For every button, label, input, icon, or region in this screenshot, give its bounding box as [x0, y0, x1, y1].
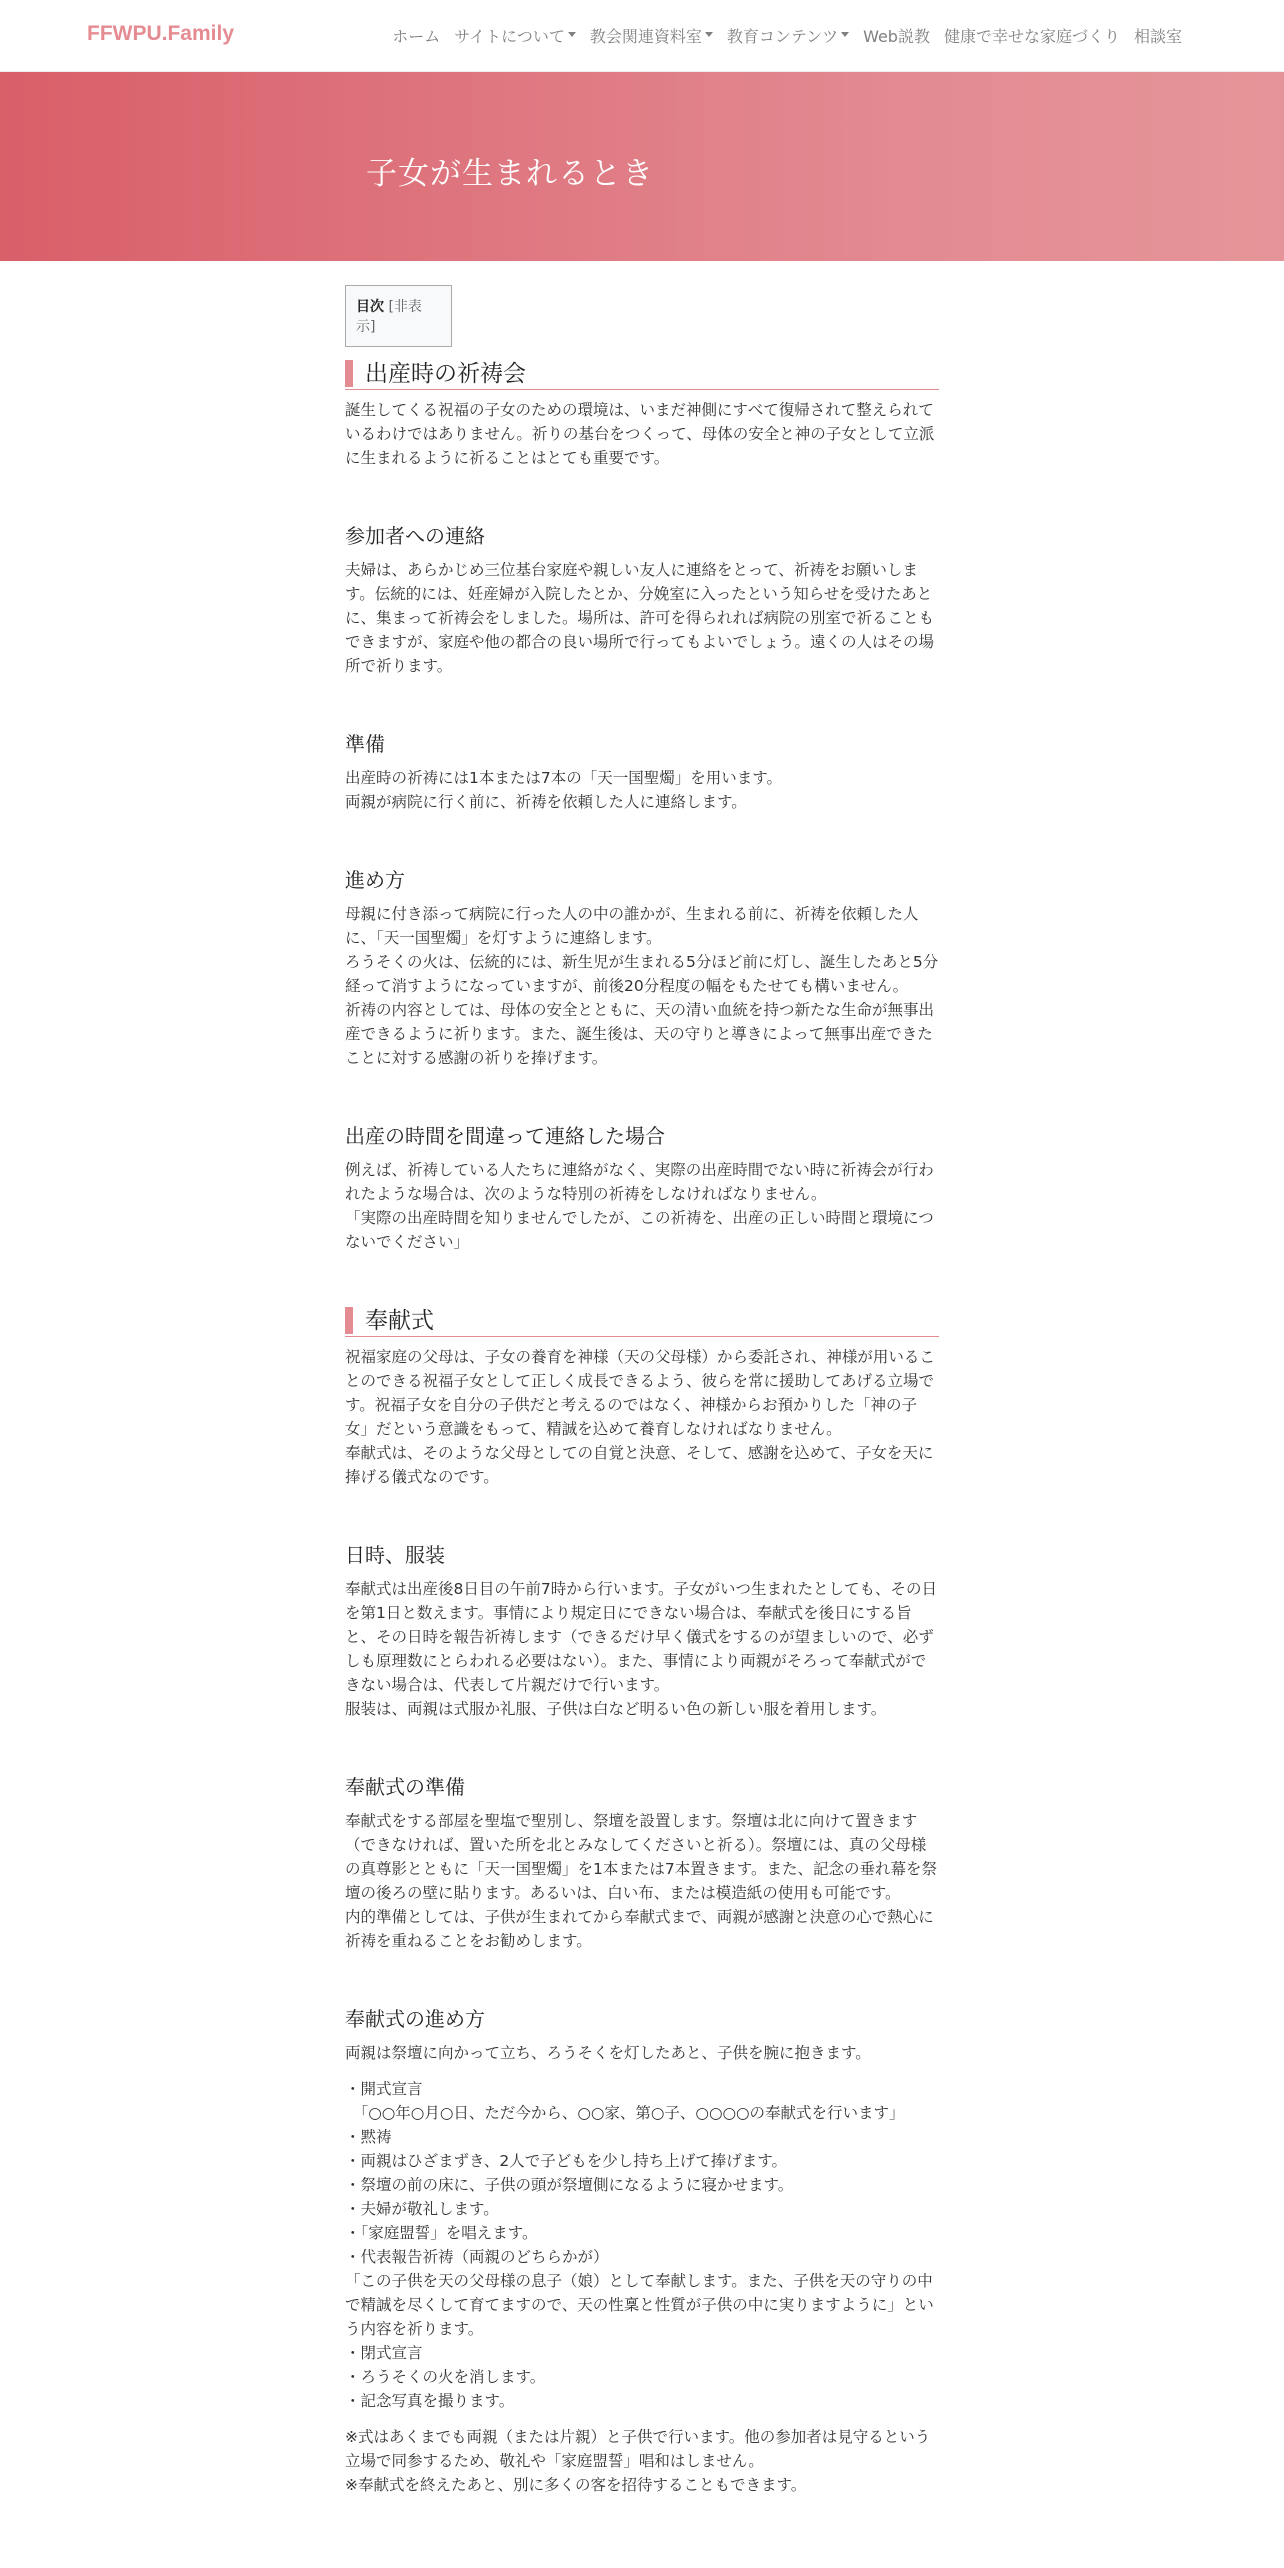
- section-heading: 奉献式: [345, 1306, 939, 1337]
- paragraph: 両親は祭壇に向かって立ち、ろうそくを灯したあと、子供を腕に抱きます。: [345, 2044, 871, 2062]
- nav-church-materials-dropdown[interactable]: [583, 24, 720, 47]
- text-line: 両親が病院に行く前に、祈祷を依頼した人に連絡します。: [345, 793, 747, 811]
- ceremony-steps-list: [345, 2077, 939, 2413]
- page-title: 子女が生まれるとき: [366, 156, 654, 192]
- section-dedication-prep: [345, 1773, 939, 1953]
- nav-web-sermon-label: Web説教: [863, 27, 930, 46]
- section-dedication-steps: [345, 2005, 939, 2497]
- subsection-heading: 奉献式の進め方: [345, 2007, 485, 2031]
- nav-healthy-family[interactable]: [937, 24, 1127, 47]
- subsection-heading: 準備: [345, 732, 385, 756]
- list-item: ・祭壇の前の床に、子供の頭が祭壇側になるように寝かせます。: [345, 2176, 794, 2194]
- paragraph: 祝福家庭の父母は、子女の養育を神様（天の父母様）から委託され、神様が用いることのできる祝福子女として正しく成長できるよう、彼らを常に援助してあげる立場です。祝福子女を自分の子供だと考えるのではなく、神様からお預かりした「神の子女」だという意識をもって、精誠を込めて養育しなければなりません。: [345, 1348, 935, 1438]
- caret-down-icon: [568, 32, 576, 37]
- paragraph: 誕生してくる祝福の子女のための環境は、いまだ神側にすべて復帰されて整えられているわけではありません。祈りの基台をつくって、母体の安全と神の子女として立派に生まれるように祈ることはとても重要です。: [345, 401, 935, 467]
- list-item: ・黙祷: [345, 2128, 392, 2146]
- nav-home-label: ホーム: [392, 27, 441, 46]
- section-wrong-time: [345, 1122, 939, 1254]
- article-content: [345, 285, 939, 2497]
- nav-about-label: サイトについて: [454, 27, 565, 46]
- subsection-heading: 日時、服装: [345, 1543, 445, 1567]
- list-item: ・夫婦が敬礼します。: [345, 2200, 499, 2218]
- list-item: ・ろうそくの火を消します。: [345, 2368, 546, 2386]
- nav-healthy-family-label: 健康で幸せな家庭づくり: [943, 27, 1120, 46]
- nav-church-materials-label: 教会関連資料室: [589, 27, 702, 46]
- list-item: ・閉式宣言: [345, 2344, 423, 2362]
- list-item: 「○○年○月○日、ただ今から、○○家、第○子、○○○○の奉献式を行います」: [345, 2104, 905, 2122]
- subsection-heading: 出産の時間を間違って連絡した場合: [345, 1124, 665, 1148]
- subsection-heading: 奉献式の準備: [345, 1775, 465, 1799]
- paragraph: 奉献式をする部屋を聖塩で聖別し、祭壇を設置します。祭壇は北に向けて置きます（できなければ、置いた所を北とみなしてくださいと祈る）。祭壇には、真の父母様の真尊影とともに「天一国聖燭」を1本または7本置きます。また、記念の垂れ幕を祭壇の後ろの壁に貼ります。あるいは、白い布、または模造紙の使用も可能です。: [345, 1812, 937, 1902]
- paragraph: 母親に付き添って病院に行った人の中の誰かが、生まれる前に、祈祷を依頼した人に、「天一国聖燭」を灯すように連絡します。: [345, 905, 919, 947]
- nav-education-label: 教育コンテンツ: [726, 27, 839, 46]
- section-date-attire: [345, 1541, 939, 1721]
- section-heading: 出産時の祈祷会: [345, 359, 939, 390]
- page-hero: [0, 72, 1284, 261]
- section-procedure: [345, 866, 939, 1070]
- paragraph: 夫婦は、あらかじめ三位基台家庭や親しい友人に連絡をとって、祈祷をお願いします。伝統的には、妊産婦が入院したとか、分娩室に入ったという知らせを受けたあとに、集まって祈祷会をしました。場所は、許可を得られれば病院の別室で祈ることもできますが、家庭や他の都合の良い場所で行ってもよいでしょう。遠くの人はその場所で祈ります。: [345, 561, 935, 675]
- nav-consultation-label: 相談室: [1133, 27, 1182, 46]
- paragraph: 例えば、祈祷している人たちに連絡がなく、実際の出産時間でない時に祈祷会が行われたような場合は、次のような特別の祈祷をしなければなりません。: [345, 1161, 934, 1203]
- nav-consultation[interactable]: [1127, 24, 1189, 47]
- list-item: ・記念写真を撮ります。: [345, 2392, 515, 2410]
- list-item: 「この子供を天の父母様の息子（娘）として奉献します。また、子供を天の守りの中で精誠を尽くして育てますので、天の性稟と性質が子供の中に実りますように」という内容を祈ります。: [345, 2272, 934, 2338]
- note: ※奉献式を終えたあと、別に多くの客を招待することもできます。: [345, 2476, 807, 2494]
- list-item: ・「家庭盟誓」を唱えます。: [345, 2224, 538, 2242]
- site-brand-link[interactable]: FFWPU.Family: [87, 22, 235, 45]
- caret-down-icon: [705, 32, 713, 37]
- paragraph: [345, 766, 939, 814]
- paragraph: 奉献式は、そのような父母としての自覚と決意、そして、感謝を込めて、子女を天に捧げる儀式なのです。: [345, 1444, 934, 1486]
- section-preparation: [345, 730, 939, 814]
- nav-web-sermon[interactable]: [856, 24, 937, 47]
- paragraph: 祈祷の内容としては、母体の安全とともに、天の清い血統を持つ新たな生命が無事出産できるように祈ります。また、誕生後は、天の守りと導きによって無事出産できたことに対する感謝の祈りを捧げます。: [345, 1001, 935, 1067]
- nav-home[interactable]: [385, 24, 447, 47]
- ceremony-notes: [345, 2425, 939, 2497]
- paragraph: 「実際の出産時間を知りませんでしたが、この祈祷を、出産の正しい時間と環境につないでください」: [345, 1209, 934, 1251]
- nav-menu: [385, 24, 1189, 47]
- list-item: ・両親はひざまずき、2人で子どもを少し持ち上げて捧げます。: [345, 2152, 788, 2170]
- section-contact-participants: [345, 522, 939, 678]
- navbar: [0, 0, 1284, 72]
- section-dedication: [345, 1306, 939, 1489]
- nav-education-dropdown[interactable]: [720, 24, 856, 47]
- subsection-heading: 進め方: [345, 868, 405, 892]
- paragraph: ろうそくの火は、伝統的には、新生児が生まれる5分ほど前に灯し、誕生したあと5分経って消すようになっていますが、前後20分程度の幅をもたせても構いません。: [345, 953, 939, 995]
- nav-about-dropdown[interactable]: [447, 24, 583, 47]
- paragraph: 奉献式は出産後8日目の午前7時から行います。子女がいつ生まれたとしても、その日を第1日と数えます。事情により規定日にできない場合は、奉献式を後日にする旨と、その日時を報告祈祷します（できるだけ早く儀式をするのが望ましいので、必ずしも原理数にとらわれる必要はない）。また、事情により両親がそろって奉献式ができない場合は、代表して片親だけで行います。: [345, 1580, 937, 1694]
- caret-down-icon: [841, 32, 849, 37]
- subsection-heading: 参加者への連絡: [345, 524, 485, 548]
- table-of-contents: [345, 285, 452, 347]
- paragraph: 内的準備としては、子供が生まれてから奉献式まで、両親が感謝と決意の心で熱心に祈祷を重ねることをお勧めします。: [345, 1908, 934, 1950]
- toc-toggle-link[interactable]: [非表示]: [356, 299, 422, 335]
- note: ※式はあくまでも両親（または片親）と子供で行います。他の参加者は見守るという立場で同参するため、敬礼や「家庭盟誓」唱和はしません。: [345, 2428, 931, 2470]
- text-line: 出産時の祈祷には1本または7本の「天一国聖燭」を用います。: [345, 769, 782, 787]
- list-item: ・代表報告祈祷（両親のどちらかが）: [345, 2248, 609, 2266]
- paragraph: 服装は、両親は式服か礼服、子供は白など明るい色の新しい服を着用します。: [345, 1700, 887, 1718]
- section-prayer-meeting: [345, 359, 939, 470]
- toc-title: 目次: [356, 299, 384, 315]
- list-item: ・開式宣言: [345, 2080, 423, 2098]
